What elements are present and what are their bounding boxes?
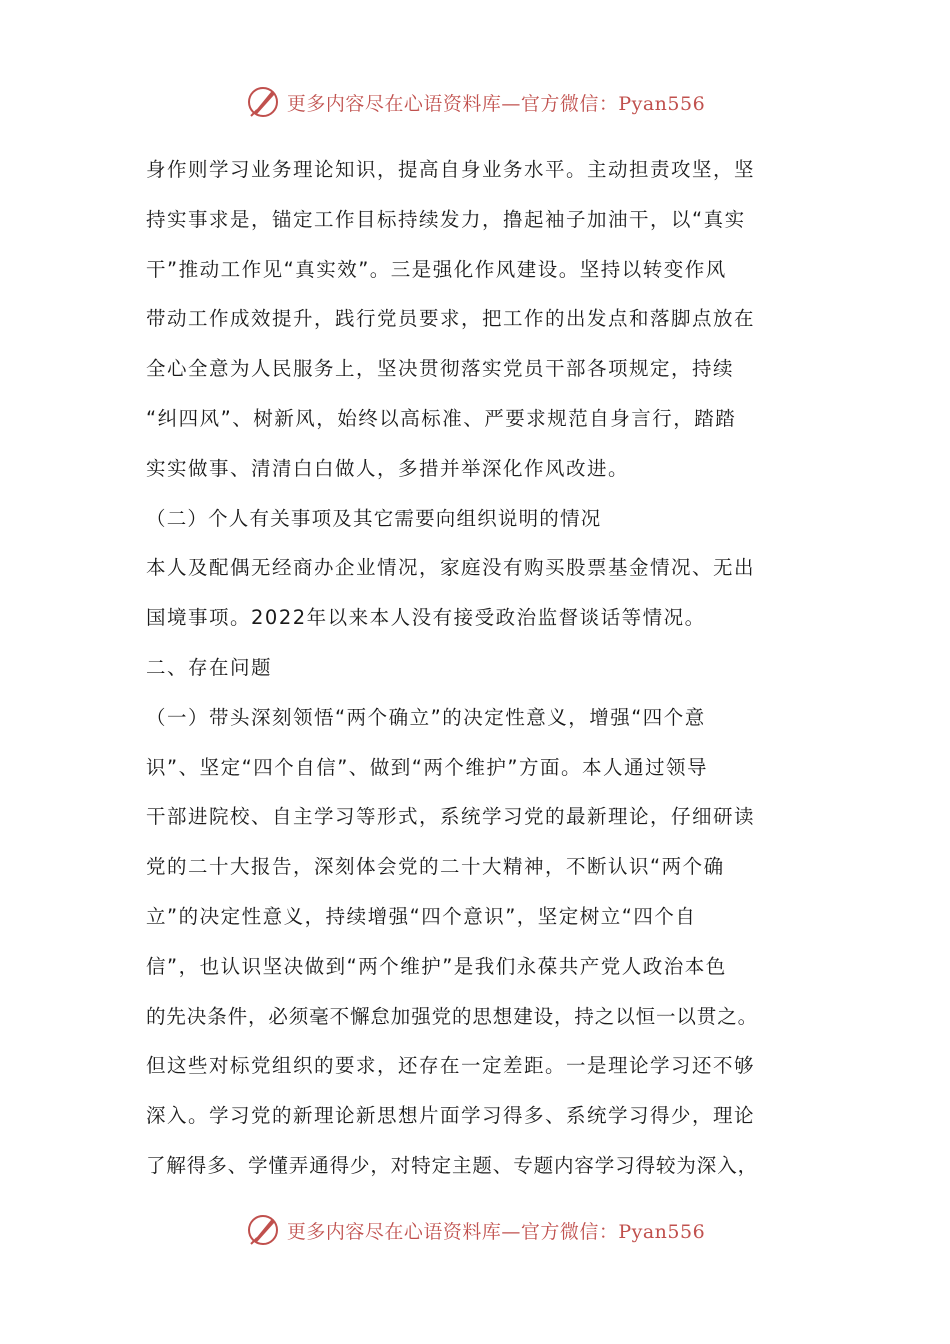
text-line: 全心全意为人民服务上，坚决贯彻落实党员干部各项规定，持续 (146, 357, 735, 381)
text-line: 立”的决定性意义，持续增强“四个意识”，坚定树立“四个自 (146, 904, 697, 928)
text-line: 的先决条件，必须毫不懈怠加强党的思想建设，持之以恒一以贯之。 (146, 1004, 759, 1028)
document-body (146, 150, 826, 1196)
text-line: 识”、坚定“四个自信”、做到“两个维护”方面。本人通过领导 (146, 755, 709, 779)
text-line: 了解得多、学懂弄通得少，对特定主题、专题内容学习得较为深入， (146, 1153, 759, 1177)
text-line: 信”，也认识坚决做到“两个维护”是我们永葆共产党人政治本色 (146, 954, 727, 978)
footer-banner-text: 更多内容尽在心语资料库—官方微信：Pyan556 (286, 1220, 706, 1243)
header-banner (0, 82, 950, 122)
text-line: 实实做事、清清白白做人，多措并举深化作风改进。 (146, 456, 630, 480)
footer-banner (0, 1210, 950, 1250)
text-line: 身作则学习业务理论知识，提高自身业务水平。主动担责攻坚，坚 (146, 158, 756, 181)
section-heading: （二）个人有关事项及其它需要向组织说明的情况 (146, 506, 602, 530)
section-heading: 二、存在问题 (146, 655, 273, 679)
text-line: 但这些对标党组织的要求，还存在一定差距。一是理论学习还不够 (146, 1054, 756, 1078)
text-line: 深入。学习党的新理论新思想片面学习得多、系统学习得少，理论 (146, 1104, 756, 1128)
text-line: 干部进院校、自主学习等形式，系统学习党的最新理论，仔细研读 (146, 805, 756, 829)
text-line: 本人及配偶无经商办企业情况，家庭没有购买股票基金情况、无出 (146, 556, 756, 580)
quill-logo-icon (245, 1212, 281, 1248)
text-line: “纠四风”、树新风，始终以高标准、严要求规范自身言行，踏踏 (146, 406, 737, 430)
text-line: 国境事项。2022年以来本人没有接受政治监督谈话等情况。 (146, 606, 706, 630)
text-line: 党的二十大报告，深刻体会党的二十大精神，不断认识“两个确 (146, 855, 725, 879)
header-banner-text: 更多内容尽在心语资料库—官方微信：Pyan556 (286, 92, 706, 115)
text-line: 持实事求是，锚定工作目标持续发力，撸起袖子加油干，以“真实 (146, 207, 746, 231)
text-line: 干”推动工作见“真实效”。三是强化作风建设。坚持以转变作风 (146, 257, 727, 281)
quill-logo-icon (245, 84, 281, 120)
text-line: （一）带头深刻领悟“两个确立”的决定性意义，增强“四个意 (146, 705, 706, 729)
text-line: 带动工作成效提升，践行党员要求，把工作的出发点和落脚点放在 (146, 307, 756, 331)
